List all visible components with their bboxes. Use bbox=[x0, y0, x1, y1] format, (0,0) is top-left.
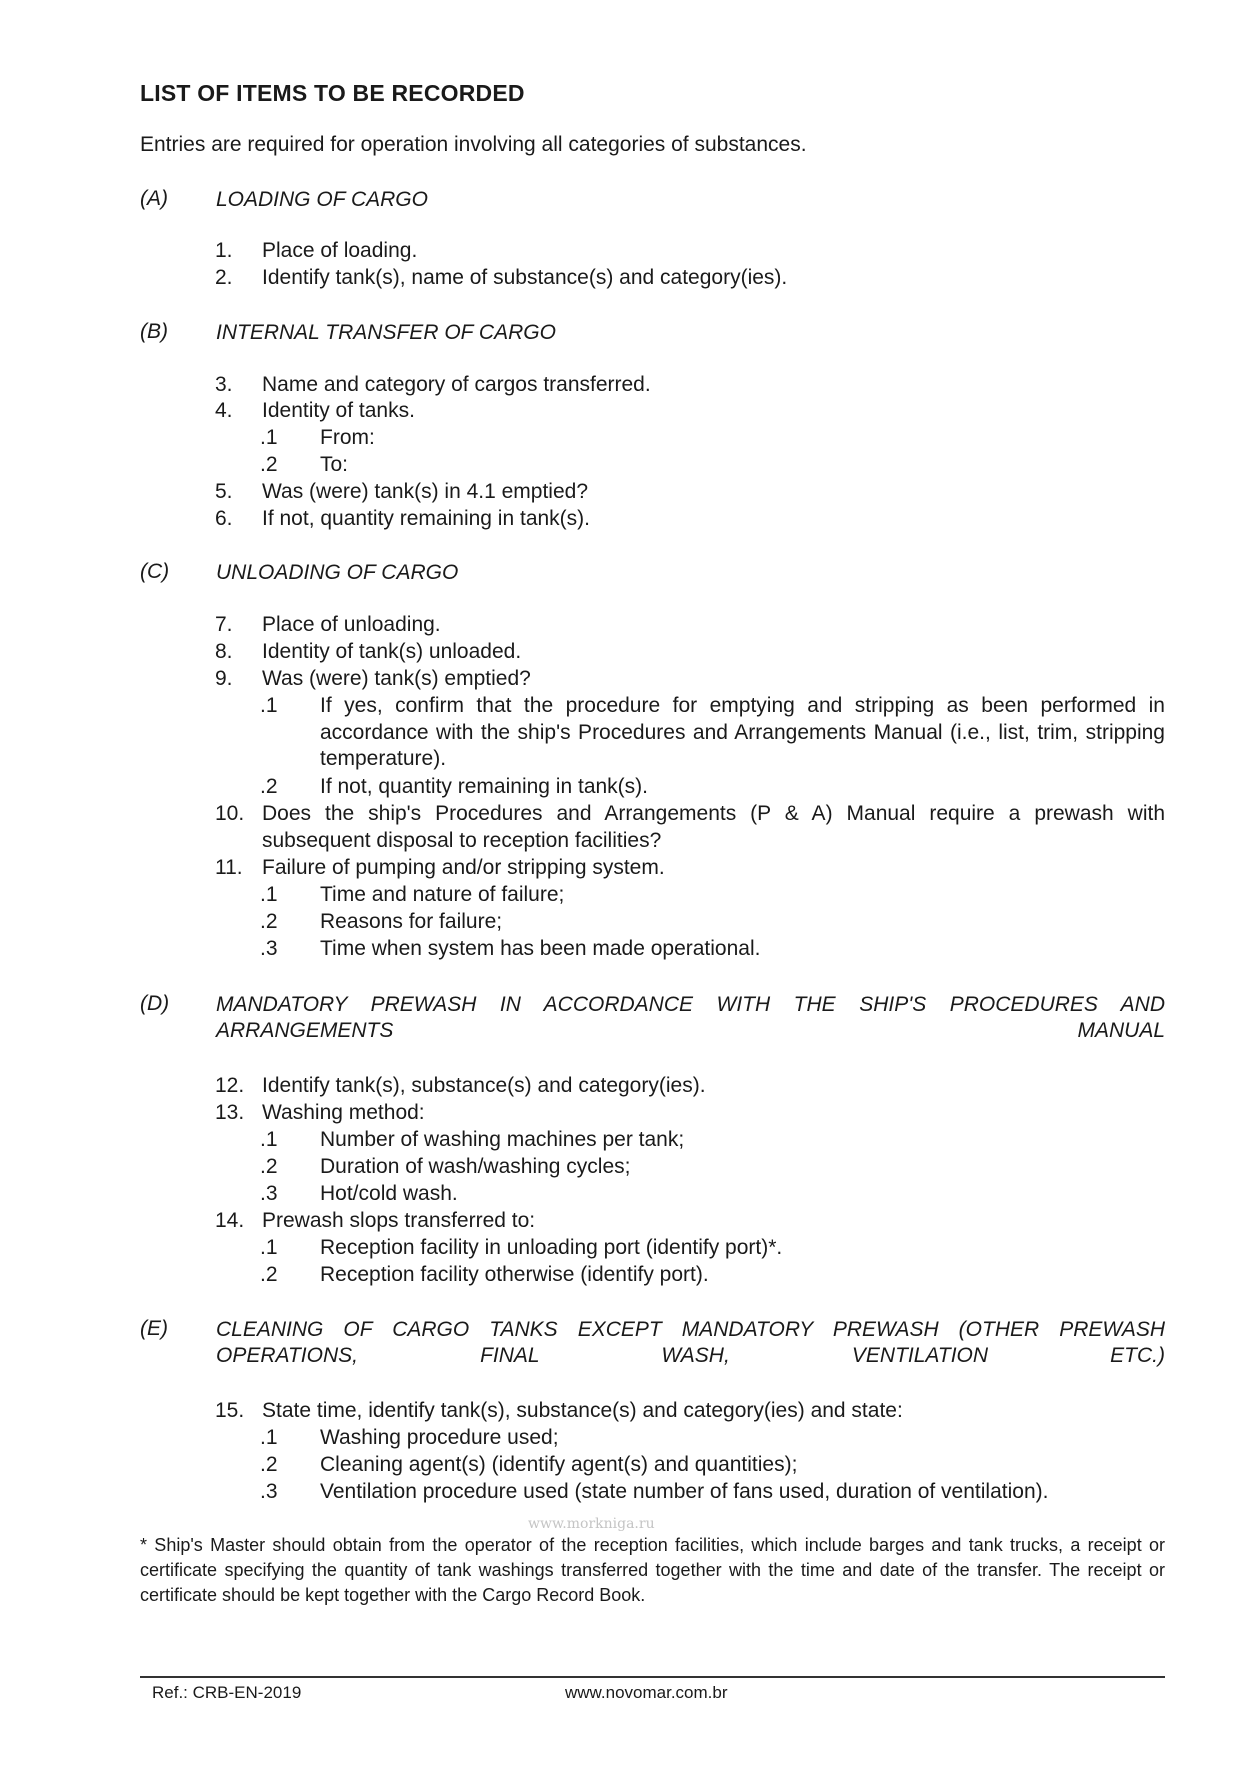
sub-item-number: .1 bbox=[260, 1426, 278, 1449]
item-number: 4. bbox=[215, 399, 233, 422]
footnote: * Ship's Master should obtain from the operator of the reception facilities, which include barges and tank trucks, a receipt or certificate specifying the quantity of tank washings transferred together with the time and date of the transfer. The receipt or certificate should be kept together with the Cargo Record Book. bbox=[140, 1535, 1165, 1605]
sub-item-number: .2 bbox=[260, 775, 278, 798]
sub-item-text: Reasons for failure; bbox=[320, 910, 503, 933]
sub-item-text: Duration of wash/washing cycles; bbox=[320, 1155, 631, 1178]
sub-item-text: Time when system has been made operational. bbox=[320, 937, 761, 960]
item-number: 5. bbox=[215, 480, 233, 503]
sub-item-text: Washing procedure used; bbox=[320, 1426, 559, 1449]
item-text: Identity of tank(s) unloaded. bbox=[262, 640, 522, 663]
section-letter: (A) bbox=[140, 187, 168, 210]
item-text: State time, identify tank(s), substance(s) and category(ies) and state: bbox=[262, 1399, 903, 1422]
sub-item-text: From: bbox=[320, 426, 375, 449]
sub-item-number: .1 bbox=[260, 1236, 278, 1259]
item-text: Prewash slops transferred to: bbox=[262, 1209, 536, 1232]
sub-item-text: Hot/cold wash. bbox=[320, 1182, 458, 1205]
sub-item-number: .3 bbox=[260, 1182, 278, 1205]
section-title: MANDATORY PREWASH IN ACCORDANCE WITH THE SHIP'S PROCEDURES AND ARRANGEMENTS MANUAL bbox=[216, 993, 1165, 1042]
sub-item-number: .1 bbox=[260, 883, 278, 906]
section-title: INTERNAL TRANSFER OF CARGO bbox=[216, 321, 556, 344]
footer-url: www.novomar.com.br bbox=[565, 1683, 728, 1702]
sub-item-number: .1 bbox=[260, 1128, 278, 1151]
watermark: www.morkniga.ru bbox=[528, 1516, 655, 1532]
item-text: Place of unloading. bbox=[262, 613, 441, 636]
sub-item-number: .3 bbox=[260, 937, 278, 960]
sub-item-number: .2 bbox=[260, 1263, 278, 1286]
item-text: If not, quantity remaining in tank(s). bbox=[262, 507, 590, 530]
item-text: Does the ship's Procedures and Arrangements (P & A) Manual require a prewash with subsequent disposal to reception facilities? bbox=[262, 802, 1165, 852]
sub-item-number: .2 bbox=[260, 1453, 278, 1476]
item-text: Identity of tanks. bbox=[262, 399, 415, 422]
item-number: 2. bbox=[215, 266, 233, 289]
sub-item-number: .1 bbox=[260, 426, 278, 449]
item-text: Place of loading. bbox=[262, 239, 418, 262]
item-text: Identify tank(s), substance(s) and category(ies). bbox=[262, 1074, 706, 1097]
footer-divider bbox=[140, 1676, 1165, 1678]
item-number: 3. bbox=[215, 373, 233, 396]
item-text: Was (were) tank(s) emptied? bbox=[262, 667, 531, 690]
item-number: 1. bbox=[215, 239, 233, 262]
sub-item-text: Reception facility otherwise (identify port). bbox=[320, 1263, 709, 1286]
sub-item-text: Cleaning agent(s) (identify agent(s) and quantities); bbox=[320, 1453, 798, 1476]
section-title: CLEANING OF CARGO TANKS EXCEPT MANDATORY PREWASH (OTHER PREWASH OPERATIONS, FINAL WASH, VENTILATION ETC.) bbox=[216, 1318, 1165, 1367]
section-letter: (D) bbox=[140, 992, 170, 1015]
section-letter: (E) bbox=[140, 1317, 168, 1340]
footer-reference: Ref.: CRB-EN-2019 bbox=[152, 1683, 302, 1702]
item-number: 11. bbox=[215, 856, 243, 879]
item-text: Failure of pumping and/or stripping system. bbox=[262, 856, 665, 879]
item-number: 12. bbox=[215, 1074, 245, 1097]
sub-item-text: Reception facility in unloading port (identify port)*. bbox=[320, 1236, 783, 1259]
intro-text: Entries are required for operation involving all categories of substances. bbox=[140, 133, 807, 156]
item-text: Name and category of cargos transferred. bbox=[262, 373, 651, 396]
item-text: Washing method: bbox=[262, 1101, 425, 1124]
sub-item-number: .2 bbox=[260, 453, 278, 476]
sub-item-number: .3 bbox=[260, 1480, 278, 1503]
section-letter: (C) bbox=[140, 560, 170, 583]
sub-item-number: .1 bbox=[260, 694, 278, 717]
item-text: Was (were) tank(s) in 4.1 emptied? bbox=[262, 480, 589, 503]
sub-item-text: Number of washing machines per tank; bbox=[320, 1128, 685, 1151]
item-number: 9. bbox=[215, 667, 233, 690]
section-title: LOADING OF CARGO bbox=[216, 188, 428, 211]
sub-item-text: Ventilation procedure used (state number of fans used, duration of ventilation). bbox=[320, 1480, 1049, 1503]
page-heading: LIST OF ITEMS TO BE RECORDED bbox=[140, 80, 525, 106]
sub-item-text: If not, quantity remaining in tank(s). bbox=[320, 775, 648, 798]
sub-item-number: .2 bbox=[260, 910, 278, 933]
item-number: 14. bbox=[215, 1209, 245, 1232]
sub-item-number: .2 bbox=[260, 1155, 278, 1178]
item-number: 10. bbox=[215, 802, 245, 825]
section-title: UNLOADING OF CARGO bbox=[216, 561, 459, 584]
section-letter: (B) bbox=[140, 320, 168, 343]
item-number: 6. bbox=[215, 507, 233, 530]
item-number: 15. bbox=[215, 1399, 245, 1422]
sub-item-text: Time and nature of failure; bbox=[320, 883, 565, 906]
item-number: 7. bbox=[215, 613, 233, 636]
item-number: 8. bbox=[215, 640, 233, 663]
sub-item-text: If yes, confirm that the procedure for emptying and stripping as been performed in accordance with the ship's Procedures and Arrangements Manual (i.e., list, trim, stripping temperature). bbox=[320, 694, 1165, 770]
item-text: Identify tank(s), name of substance(s) and category(ies). bbox=[262, 266, 788, 289]
item-number: 13. bbox=[215, 1101, 245, 1124]
sub-item-text: To: bbox=[320, 453, 349, 476]
